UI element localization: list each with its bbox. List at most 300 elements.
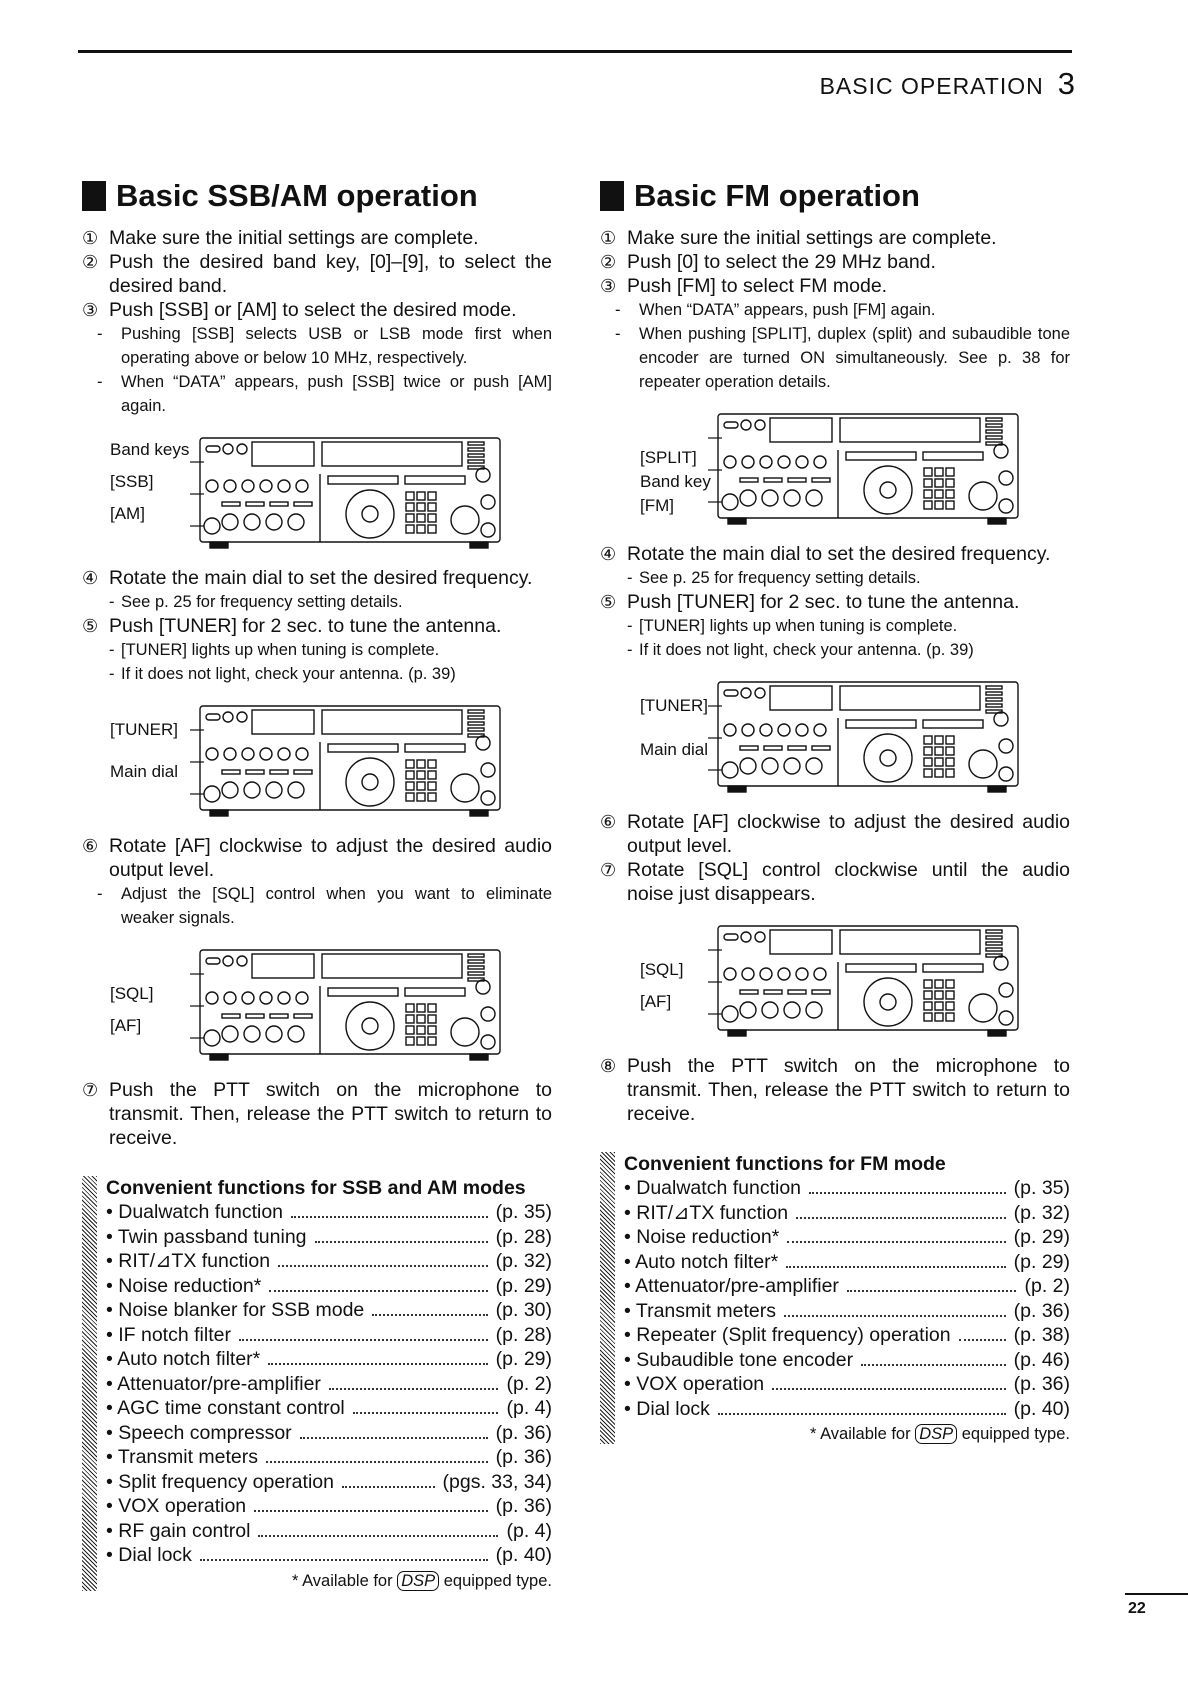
phones-jack bbox=[722, 494, 738, 510]
mode-key bbox=[294, 1014, 312, 1018]
mode-key bbox=[222, 1014, 240, 1018]
dsp-badge: DSP bbox=[915, 1424, 957, 1444]
keypad-key bbox=[924, 1013, 932, 1021]
keypad-key bbox=[924, 747, 932, 755]
band-key bbox=[796, 968, 808, 980]
function-item bbox=[106, 1323, 552, 1348]
keypad-key bbox=[428, 492, 436, 500]
keypad-key bbox=[946, 490, 954, 498]
keypad-key bbox=[924, 769, 932, 777]
control-knob bbox=[784, 1002, 800, 1018]
sub-display bbox=[252, 442, 314, 466]
function-item bbox=[106, 1396, 552, 1421]
main-dial bbox=[864, 978, 912, 1026]
page-reference: (p. 4) bbox=[506, 1519, 552, 1542]
note: - Pushing [SSB] selects USB or LSB mode first when operating above or below 10 MHz, respectively. bbox=[97, 325, 552, 367]
footnote: * Available for DSP equipped type. bbox=[810, 1425, 1070, 1443]
key bbox=[986, 430, 1002, 433]
function-name: • Transmit meters bbox=[106, 1446, 259, 1468]
keypad-key bbox=[406, 1026, 414, 1034]
function-item bbox=[106, 1225, 552, 1250]
indicator bbox=[755, 688, 765, 698]
control-knob bbox=[740, 1002, 756, 1018]
function-name: • RIT/⊿TX function bbox=[624, 1201, 789, 1224]
knob bbox=[999, 471, 1013, 485]
key bbox=[986, 936, 1002, 939]
function-item bbox=[624, 1348, 1070, 1373]
page-reference: (p. 32) bbox=[495, 1250, 552, 1272]
function-keys bbox=[328, 744, 398, 752]
band-key bbox=[760, 724, 772, 736]
note: - If it does not light, check your antenna. (p. 39) bbox=[109, 665, 456, 683]
foot bbox=[728, 518, 746, 524]
dot-leader bbox=[353, 1412, 499, 1414]
key bbox=[986, 424, 1002, 427]
keypad-key bbox=[946, 747, 954, 755]
keypad-key bbox=[935, 479, 943, 487]
mode-key bbox=[270, 770, 288, 774]
keypad-key bbox=[406, 1015, 414, 1023]
band-key bbox=[242, 992, 254, 1004]
power-switch bbox=[724, 690, 738, 696]
main-dial-grip bbox=[880, 482, 896, 498]
band-key bbox=[724, 968, 736, 980]
step-7: ⑦ Rotate [SQL] control clockwise until the audio noise just disappears. bbox=[600, 859, 1070, 905]
indicator bbox=[755, 932, 765, 942]
keypad-key bbox=[428, 793, 436, 801]
page-reference: (p. 28) bbox=[495, 1225, 552, 1248]
foot bbox=[728, 786, 746, 792]
sub-display bbox=[770, 930, 832, 954]
dsp-badge: DSP bbox=[397, 1571, 439, 1591]
note: - Adjust the [SQL] control when you want to eliminate weaker signals. bbox=[97, 885, 552, 927]
footnote: * Available for DSP equipped type. bbox=[292, 1571, 552, 1590]
main-display bbox=[840, 418, 980, 442]
function-item bbox=[106, 1519, 552, 1544]
control-knob bbox=[288, 782, 304, 798]
control-knob bbox=[806, 1002, 822, 1018]
keypad-key bbox=[406, 525, 414, 533]
band-key bbox=[224, 480, 236, 492]
band-key bbox=[278, 748, 290, 760]
dot-leader bbox=[266, 1461, 488, 1463]
mode-key bbox=[294, 502, 312, 506]
dot-leader bbox=[268, 1363, 487, 1365]
control-knob bbox=[244, 514, 260, 530]
keypad-key bbox=[406, 503, 414, 511]
keypad-key bbox=[406, 1004, 414, 1012]
knob bbox=[994, 444, 1008, 458]
band-key bbox=[742, 968, 754, 980]
control-knob bbox=[244, 1026, 260, 1042]
function-name: • Noise reduction* bbox=[624, 1226, 780, 1248]
keypad-key bbox=[406, 760, 414, 768]
mode-key bbox=[764, 746, 782, 750]
keypad-key bbox=[935, 758, 943, 766]
page-reference: (p. 32) bbox=[1013, 1201, 1070, 1224]
function-name: • Subaudible tone encoder bbox=[624, 1348, 854, 1371]
function-keys bbox=[923, 452, 983, 460]
function-item bbox=[106, 1372, 552, 1397]
key bbox=[986, 698, 1002, 701]
function-item bbox=[624, 1225, 1070, 1250]
keypad-key bbox=[935, 769, 943, 777]
keypad-key bbox=[935, 991, 943, 999]
dot-leader bbox=[254, 1510, 487, 1512]
indicator bbox=[223, 956, 233, 966]
function-item bbox=[106, 1494, 552, 1519]
page-reference: (p. 40) bbox=[1013, 1397, 1070, 1420]
main-display bbox=[840, 930, 980, 954]
function-item bbox=[106, 1470, 552, 1495]
function-keys bbox=[405, 988, 465, 996]
foot bbox=[988, 786, 1006, 792]
phones-jack bbox=[722, 762, 738, 778]
fm-section bbox=[600, 178, 1070, 1444]
band-key bbox=[814, 968, 826, 980]
band-key bbox=[224, 992, 236, 1004]
foot bbox=[210, 1054, 228, 1060]
band-key bbox=[224, 748, 236, 760]
knob bbox=[999, 983, 1013, 997]
function-name: • Dial lock bbox=[624, 1397, 710, 1420]
mode-key bbox=[246, 502, 264, 506]
function-item bbox=[106, 1298, 552, 1323]
radio-figure-1: [SPLIT] Band key [FM] bbox=[600, 408, 1070, 532]
section-heading: Basic FM operation bbox=[600, 178, 1070, 214]
function-item bbox=[624, 1299, 1070, 1324]
rit-knob bbox=[451, 506, 479, 534]
function-item bbox=[106, 1445, 552, 1470]
page-number: 22 bbox=[1128, 1600, 1146, 1617]
band-key bbox=[742, 724, 754, 736]
key bbox=[986, 942, 1002, 945]
function-name: • VOX operation bbox=[624, 1373, 765, 1395]
function-keys bbox=[405, 744, 465, 752]
function-name: • VOX operation bbox=[106, 1495, 247, 1517]
keypad-key bbox=[406, 771, 414, 779]
mode-key bbox=[764, 478, 782, 482]
keypad-key bbox=[924, 1002, 932, 1010]
keypad-key bbox=[935, 1013, 943, 1021]
keypad-key bbox=[935, 501, 943, 509]
indicator bbox=[237, 956, 247, 966]
knob bbox=[481, 1007, 495, 1021]
keypad-key bbox=[406, 793, 414, 801]
main-display bbox=[322, 954, 462, 978]
page-reference: (p. 36) bbox=[495, 1446, 552, 1468]
function-item bbox=[106, 1543, 552, 1568]
keypad-key bbox=[417, 1037, 425, 1045]
rit-knob bbox=[969, 994, 997, 1022]
step-2: ② Push [0] to select the 29 MHz band. bbox=[600, 251, 936, 273]
function-list bbox=[106, 1200, 552, 1568]
radio-body bbox=[190, 706, 500, 816]
band-key bbox=[296, 992, 308, 1004]
dot-leader bbox=[959, 1339, 1006, 1341]
knob bbox=[999, 499, 1013, 513]
control-knob bbox=[288, 1026, 304, 1042]
band-key bbox=[778, 724, 790, 736]
step-4: ④ Rotate the main dial to set the desired frequency. bbox=[600, 543, 1051, 565]
page-number-rule bbox=[1125, 1593, 1188, 1595]
key bbox=[986, 692, 1002, 695]
radio-figure-2: [TUNER] Main dial bbox=[600, 676, 1070, 800]
keypad-key bbox=[428, 782, 436, 790]
page-reference: (p. 29) bbox=[495, 1348, 552, 1370]
band-key bbox=[724, 456, 736, 468]
control-knob bbox=[740, 758, 756, 774]
step-7: ⑦ Push the PTT switch on the microphone to transmit. Then, release the PTT switch to return to receive. bbox=[82, 1079, 552, 1149]
hatch-bar bbox=[82, 1176, 97, 1591]
keypad-key bbox=[406, 492, 414, 500]
key bbox=[468, 954, 484, 957]
step-1: ① Make sure the initial settings are complete. bbox=[82, 227, 479, 249]
step-5: ⑤ Push [TUNER] for 2 sec. to tune the antenna. bbox=[600, 591, 1020, 613]
function-name: • Noise reduction* bbox=[106, 1274, 262, 1297]
function-keys bbox=[923, 720, 983, 728]
radio-front-panel-illustration bbox=[600, 920, 1070, 1044]
keypad-key bbox=[946, 736, 954, 744]
header-rule bbox=[78, 50, 1072, 53]
function-item bbox=[624, 1250, 1070, 1275]
knob bbox=[994, 712, 1008, 726]
dot-leader bbox=[809, 1192, 1006, 1194]
control-knob bbox=[222, 1026, 238, 1042]
mode-key bbox=[740, 478, 758, 482]
mode-key bbox=[812, 746, 830, 750]
step-3: ③ Push [SSB] or [AM] to select the desired mode. bbox=[82, 299, 517, 321]
function-name: • Dualwatch function bbox=[624, 1177, 802, 1199]
foot bbox=[470, 810, 488, 816]
note: - If it does not light, check your antenna. (p. 39) bbox=[627, 641, 974, 659]
step-5: ⑤ Push [TUNER] for 2 sec. to tune the antenna. bbox=[82, 615, 502, 637]
rit-knob bbox=[451, 1018, 479, 1046]
power-switch bbox=[206, 446, 220, 452]
function-list bbox=[624, 1176, 1070, 1421]
dot-leader bbox=[315, 1241, 488, 1243]
control-knob bbox=[244, 782, 260, 798]
indicator bbox=[741, 932, 751, 942]
mode-key bbox=[222, 502, 240, 506]
foot bbox=[470, 1054, 488, 1060]
page-reference: (p. 38) bbox=[1013, 1324, 1070, 1346]
knob bbox=[481, 523, 495, 537]
function-keys bbox=[328, 476, 398, 484]
key bbox=[468, 722, 484, 725]
band-key bbox=[278, 480, 290, 492]
band-key bbox=[206, 748, 218, 760]
knob bbox=[999, 739, 1013, 753]
step-8: ⑧ Push the PTT switch on the microphone to transmit. Then, release the PTT switch to return to receive. bbox=[600, 1055, 1070, 1125]
main-dial bbox=[346, 490, 394, 538]
key bbox=[468, 710, 484, 713]
control-knob bbox=[806, 490, 822, 506]
step-1: ① Make sure the initial settings are complete. bbox=[600, 227, 997, 249]
band-key bbox=[724, 724, 736, 736]
control-knob bbox=[266, 782, 282, 798]
function-item bbox=[624, 1176, 1070, 1201]
function-name: • Split frequency operation bbox=[106, 1470, 334, 1493]
function-item bbox=[106, 1200, 552, 1225]
function-item bbox=[624, 1372, 1070, 1397]
key bbox=[986, 930, 1002, 933]
keypad-key bbox=[406, 1037, 414, 1045]
keypad-key bbox=[946, 501, 954, 509]
foot bbox=[210, 542, 228, 548]
function-keys bbox=[923, 964, 983, 972]
control-knob bbox=[784, 758, 800, 774]
dot-leader bbox=[787, 1241, 1005, 1243]
band-key bbox=[242, 748, 254, 760]
function-name: • AGC time constant control bbox=[106, 1397, 345, 1419]
dot-leader bbox=[329, 1388, 499, 1390]
note: - When “DATA” appears, push [FM] again. bbox=[615, 301, 936, 319]
note: - See p. 25 for frequency setting details. bbox=[109, 593, 403, 611]
foot bbox=[728, 1030, 746, 1036]
function-keys bbox=[846, 964, 916, 972]
key bbox=[986, 704, 1002, 707]
dot-leader bbox=[278, 1265, 488, 1267]
keypad-key bbox=[946, 769, 954, 777]
band-key bbox=[796, 456, 808, 468]
chapter-number: 3 bbox=[1057, 66, 1076, 101]
indicator bbox=[223, 444, 233, 454]
function-name: • IF notch filter bbox=[106, 1323, 231, 1346]
foot bbox=[988, 518, 1006, 524]
mode-key bbox=[740, 990, 758, 994]
radio-figure-1: Band keys [SSB] [AM] bbox=[82, 432, 552, 556]
keypad-key bbox=[417, 492, 425, 500]
step-6: ⑥ Rotate [AF] clockwise to adjust the desired audio output level. bbox=[600, 811, 1070, 857]
power-switch bbox=[206, 714, 220, 720]
keypad-key bbox=[417, 782, 425, 790]
control-knob bbox=[784, 490, 800, 506]
knob bbox=[476, 980, 490, 994]
knob bbox=[481, 791, 495, 805]
function-keys bbox=[405, 476, 465, 484]
function-name: • Attenuator/pre-amplifier bbox=[624, 1275, 839, 1297]
dot-leader bbox=[342, 1486, 435, 1488]
function-name: • Dial lock bbox=[106, 1544, 192, 1566]
rit-knob bbox=[451, 774, 479, 802]
note: - See p. 25 for frequency setting details. bbox=[627, 569, 921, 587]
radio-body bbox=[708, 926, 1018, 1036]
function-name: • Auto notch filter* bbox=[106, 1348, 261, 1370]
band-key bbox=[260, 992, 272, 1004]
keypad-key bbox=[428, 771, 436, 779]
phones-jack bbox=[204, 1030, 220, 1046]
mode-key bbox=[246, 1014, 264, 1018]
keypad-key bbox=[428, 525, 436, 533]
page-reference: (p. 40) bbox=[495, 1544, 552, 1566]
keypad-key bbox=[428, 760, 436, 768]
keypad-key bbox=[417, 525, 425, 533]
foot bbox=[210, 810, 228, 816]
keypad-key bbox=[428, 1037, 436, 1045]
band-key bbox=[760, 968, 772, 980]
keypad-key bbox=[924, 479, 932, 487]
page-reference: (p. 28) bbox=[495, 1323, 552, 1346]
band-key bbox=[778, 456, 790, 468]
band-key bbox=[796, 724, 808, 736]
main-dial-grip bbox=[362, 1018, 378, 1034]
indicator bbox=[741, 420, 751, 430]
control-knob bbox=[740, 490, 756, 506]
running-header bbox=[820, 66, 1076, 102]
mode-key bbox=[270, 502, 288, 506]
keypad-key bbox=[946, 479, 954, 487]
function-item bbox=[106, 1347, 552, 1372]
mode-key bbox=[222, 770, 240, 774]
key bbox=[468, 454, 484, 457]
mode-key bbox=[246, 770, 264, 774]
main-dial-grip bbox=[880, 994, 896, 1010]
band-key bbox=[242, 480, 254, 492]
mode-key bbox=[788, 746, 806, 750]
main-display bbox=[840, 686, 980, 710]
function-name: • Attenuator/pre-amplifier bbox=[106, 1372, 321, 1395]
radio-front-panel-illustration bbox=[82, 700, 552, 824]
phones-jack bbox=[204, 786, 220, 802]
page-reference: (p. 4) bbox=[506, 1397, 552, 1419]
keypad-key bbox=[417, 1004, 425, 1012]
radio-figure-3: [SQL] [AF] bbox=[600, 920, 1070, 1044]
dot-leader bbox=[772, 1388, 1005, 1390]
function-name: • Auto notch filter* bbox=[624, 1250, 779, 1273]
keypad-key bbox=[935, 468, 943, 476]
keypad-key bbox=[417, 514, 425, 522]
keypad-key bbox=[935, 490, 943, 498]
rit-knob bbox=[969, 750, 997, 778]
main-display bbox=[322, 710, 462, 734]
function-keys bbox=[846, 720, 916, 728]
radio-front-panel-illustration bbox=[600, 676, 1070, 800]
dot-leader bbox=[200, 1559, 488, 1561]
function-item bbox=[624, 1323, 1070, 1348]
control-knob bbox=[762, 1002, 778, 1018]
page-reference: (p. 29) bbox=[1013, 1226, 1070, 1248]
key bbox=[986, 436, 1002, 439]
function-name: • Speech compressor bbox=[106, 1421, 292, 1444]
sub-display bbox=[770, 418, 832, 442]
radio-figure-2: [TUNER] Main dial bbox=[82, 700, 552, 824]
control-knob bbox=[288, 514, 304, 530]
section-title: BASIC OPERATION bbox=[819, 73, 1044, 99]
knob bbox=[476, 468, 490, 482]
band-key bbox=[206, 480, 218, 492]
sub-display bbox=[252, 954, 314, 978]
box-title: Convenient functions for FM mode bbox=[624, 1153, 946, 1175]
keypad-key bbox=[428, 503, 436, 511]
function-name: • Twin passband tuning bbox=[106, 1225, 307, 1248]
main-dial bbox=[864, 734, 912, 782]
step-4: ④ Rotate the main dial to set the desired frequency. bbox=[82, 567, 533, 589]
heading-square-icon bbox=[600, 181, 624, 211]
mode-key bbox=[788, 990, 806, 994]
keypad-key bbox=[946, 758, 954, 766]
page-reference: (p. 2) bbox=[1024, 1275, 1070, 1297]
power-switch bbox=[724, 934, 738, 940]
radio-front-panel-illustration bbox=[82, 432, 552, 556]
foot bbox=[470, 542, 488, 548]
radio-body bbox=[190, 438, 500, 548]
dot-leader bbox=[258, 1535, 498, 1537]
dot-leader bbox=[786, 1266, 1005, 1268]
function-name: • RF gain control bbox=[106, 1519, 251, 1542]
control-knob bbox=[222, 514, 238, 530]
main-dial bbox=[864, 466, 912, 514]
